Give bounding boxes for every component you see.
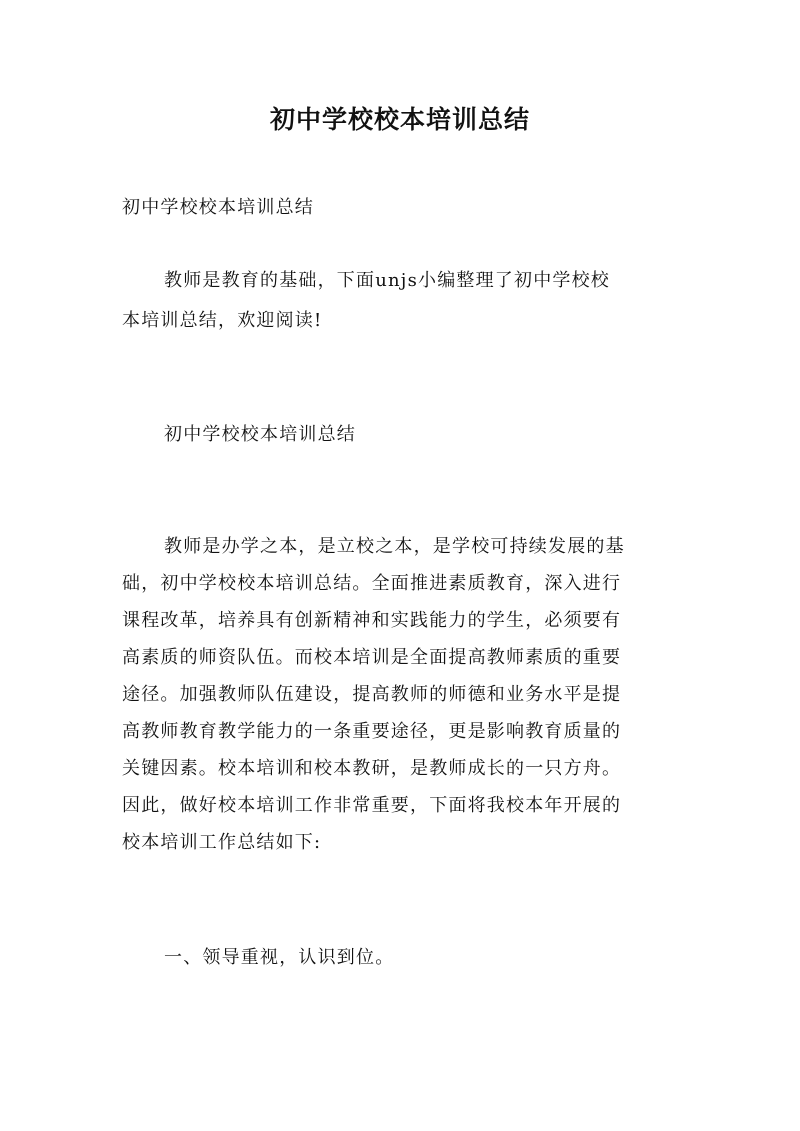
body-line-7: 关键因素。校本培训和校本教研，是教师成长的一只方舟。 — [122, 758, 622, 779]
intro-line-1: 教师是教育的基础，下面unjs小编整理了初中学校校 — [164, 270, 611, 291]
point-one-heading: 一、领导重视，认识到位。 — [164, 947, 395, 968]
body-line-2: 础，初中学校校本培训总结。全面推进素质教育，深入进行 — [122, 573, 622, 594]
intro-line-2: 本培训总结，欢迎阅读! — [122, 310, 323, 331]
body-line-3: 课程改革，培养具有创新精神和实践能力的学生，必须要有 — [122, 610, 622, 631]
section-heading: 初中学校校本培训总结 — [164, 424, 356, 445]
document-title: 初中学校校本培训总结 — [269, 105, 530, 134]
body-line-4: 高素质的师资队伍。而校本培训是全面提高教师素质的重要 — [122, 647, 622, 668]
subtitle-line: 初中学校校本培训总结 — [122, 197, 314, 218]
body-line-8: 因此，做好校本培训工作非常重要，下面将我校本年开展的 — [122, 795, 622, 816]
body-line-6: 高教师教育教学能力的一条重要途径，更是影响教育质量的 — [122, 721, 622, 742]
body-line-5: 途径。加强教师队伍建设，提高教师的师德和业务水平是提 — [122, 684, 622, 705]
body-line-9: 校本培训工作总结如下: — [122, 832, 322, 853]
body-line-1: 教师是办学之本，是立校之本，是学校可持续发展的基 — [164, 536, 625, 557]
